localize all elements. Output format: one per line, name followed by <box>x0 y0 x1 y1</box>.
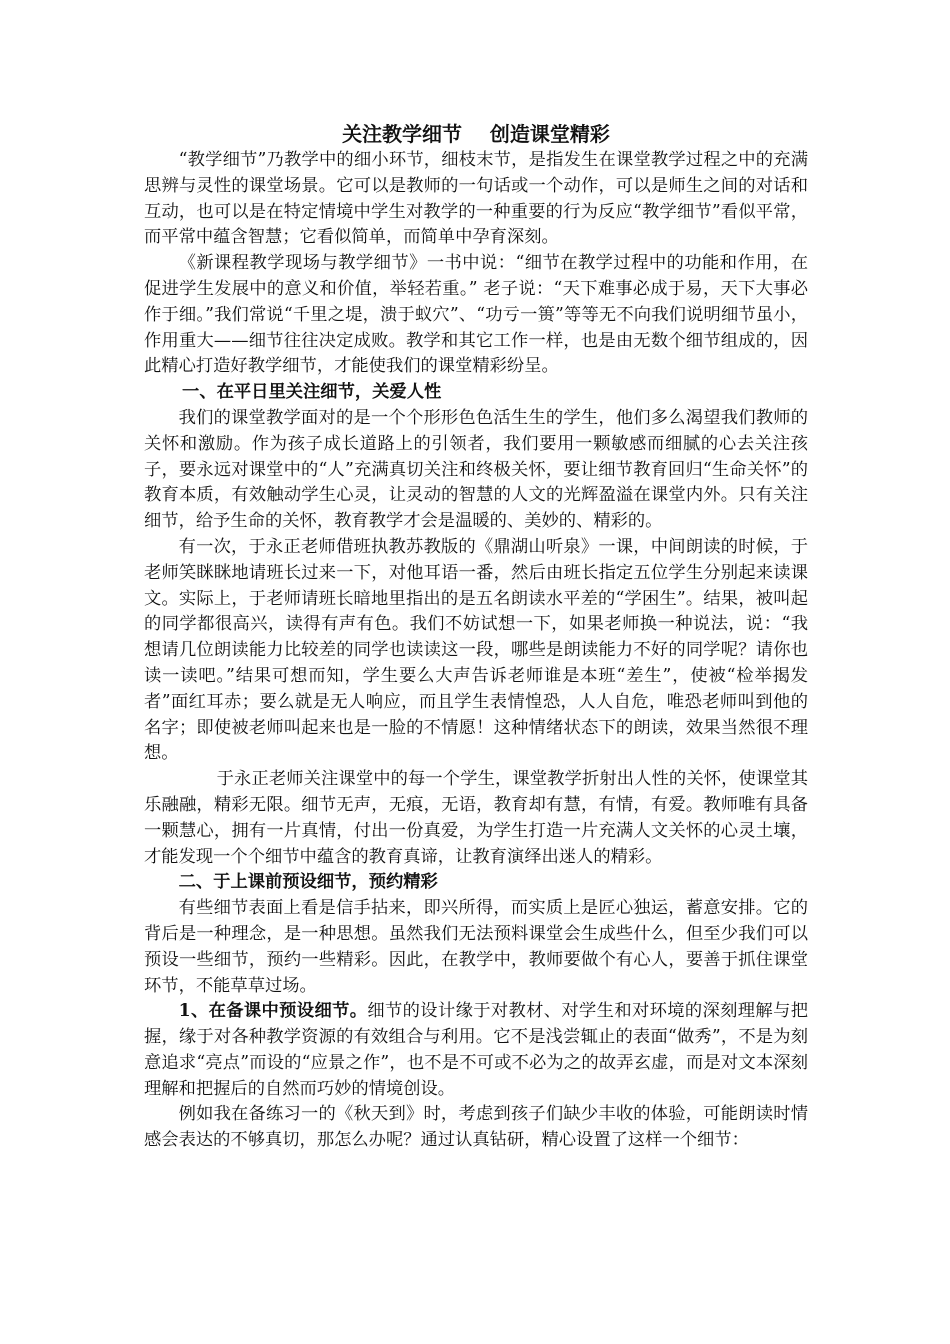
document-page <box>144 120 808 1154</box>
section-2-sub-1-lead: 1、在备课中预设细节。 <box>178 1001 368 1022</box>
intro-paragraph-2: 《新课程教学现场与教学细节》一书中说：“细节在教学过程中的功能和作用，在促进学生发展中的意义和价值，举轻若重。” 老子说：“天下难事必成于易，天下大事必作于细。”我们常说“千里之堤，溃于蚁穴”、“功亏一篑”等等无不向我们说明细节虽小，作用重大——细节往往决定成败。教学和其它工作一样，也是由无数个细节组成的，因此精心打造好教学细节，才能使我们的课堂精彩纷呈。 <box>144 253 808 377</box>
section-1-paragraph-2: 有一次，于永正老师借班执教苏教版的《鼎湖山听泉》一课，中间朗读的时候，于老师笑眯眯地请班长过来一下，对他耳语一番，然后由班长指定五位学生分别起来读课文。实际上，于老师请班长暗地里指出的是五名朗读水平差的“学困生”。结果，被叫起的同学都很高兴，读得有声有色。我们不妨试想一下，如果老师换一种说法，说：“我想请几位朗读能力比较差的同学也读读这一段，哪些是朗读能力不好的同学呢？请你也读一读吧。”结果可想而知，学生要么大声告诉老师谁是本班“差生”，使被“检举揭发者”面红耳赤；要么就是无人响应，而且学生表情惶恐，人人自危，唯恐老师叫到他的名字；即使被老师叫起来也是一脸的不情愿！这种情绪状态下的朗读，效果当然很不理想。 <box>144 536 808 764</box>
section-1-paragraph-1: 我们的课堂教学面对的是一个个形形色色活生生的学生，他们多么渴望我们教师的关怀和激励。作为孩子成长道路上的引领者，我们要用一颗敏感而细腻的心去关注孩子，要永远对课堂中的“人”充满真切关注和终极关怀，要让细节教育回归“生命关怀”的教育本质，有效触动学生心灵，让灵动的智慧的人文的光辉盈溢在课堂内外。只有关注细节，给予生命的关怀，教育教学才会是温暖的、美妙的、精彩的。 <box>144 407 808 532</box>
section-1-paragraph-3: 于永正老师关注课堂中的每一个学生，课堂教学折射出人性的关怀，使课堂其乐融融，精彩无限。细节无声，无痕，无语，教育却有慧，有情，有爱。教师唯有具备一颗慧心，拥有一片真情，付出一份真爱，为学生打造一片充满人文关怀的心灵土壤，才能发现一个个细节中蕴含的教育真谛，让教育演绎出迷人的精彩。 <box>144 769 808 867</box>
section-2-sub-1-paragraph <box>144 999 808 1102</box>
intro-paragraph-1: “教学细节”乃教学中的细小环节，细枝末节，是指发生在课堂教学过程之中的充满思辨与灵性的课堂场景。它可以是教师的一句话或一个动作，可以是师生之间的对话和互动，也可以是在特定情境中学生对教学的一种重要的行为反应“教学细节”看似平常，而平常中蕴含智慧；它看似简单，而简单中孕育深刻。 <box>144 150 808 248</box>
section-2-heading: 二、于上课前预设细节，预约精彩 <box>178 872 438 893</box>
section-1-heading: 一、在平日里关注细节，关爱人性 <box>182 382 442 403</box>
section-2-paragraph-1: 有些细节表面上看是信手拈来，即兴所得，而实质上是匠心独运，蓄意安排。它的背后是一种理念，是一种思想。虽然我们无法预料课堂会生成些什么，但至少我们可以预设一些细节，预约一些精彩。因此，在教学中，教师要做个有心人，要善于抓住课堂环节，不能草草过场。 <box>144 898 808 996</box>
section-2-sub-1-text: 细节的设计缘于对教材、对学生和对环境的深刻理解与把握，缘于对各种教学资源的有效组合与利用。它不是浅尝辄止的表面“做秀”，不是为刻意追求“亮点”而设的“应景之作”，也不是不可或不必为之的故弄玄虚，而是对文本深刻理解和把握后的自然而巧妙的情境创设。 <box>144 1001 808 1099</box>
document-title: 关注教学细节 创造课堂精彩 <box>342 122 610 146</box>
section-2-example-paragraph: 例如我在备练习一的《秋天到》时，考虑到孩子们缺少丰收的体验，可能朗读时情感会表达的不够真切，那怎么办呢？通过认真钻研，精心设置了这样一个细节： <box>144 1104 808 1151</box>
